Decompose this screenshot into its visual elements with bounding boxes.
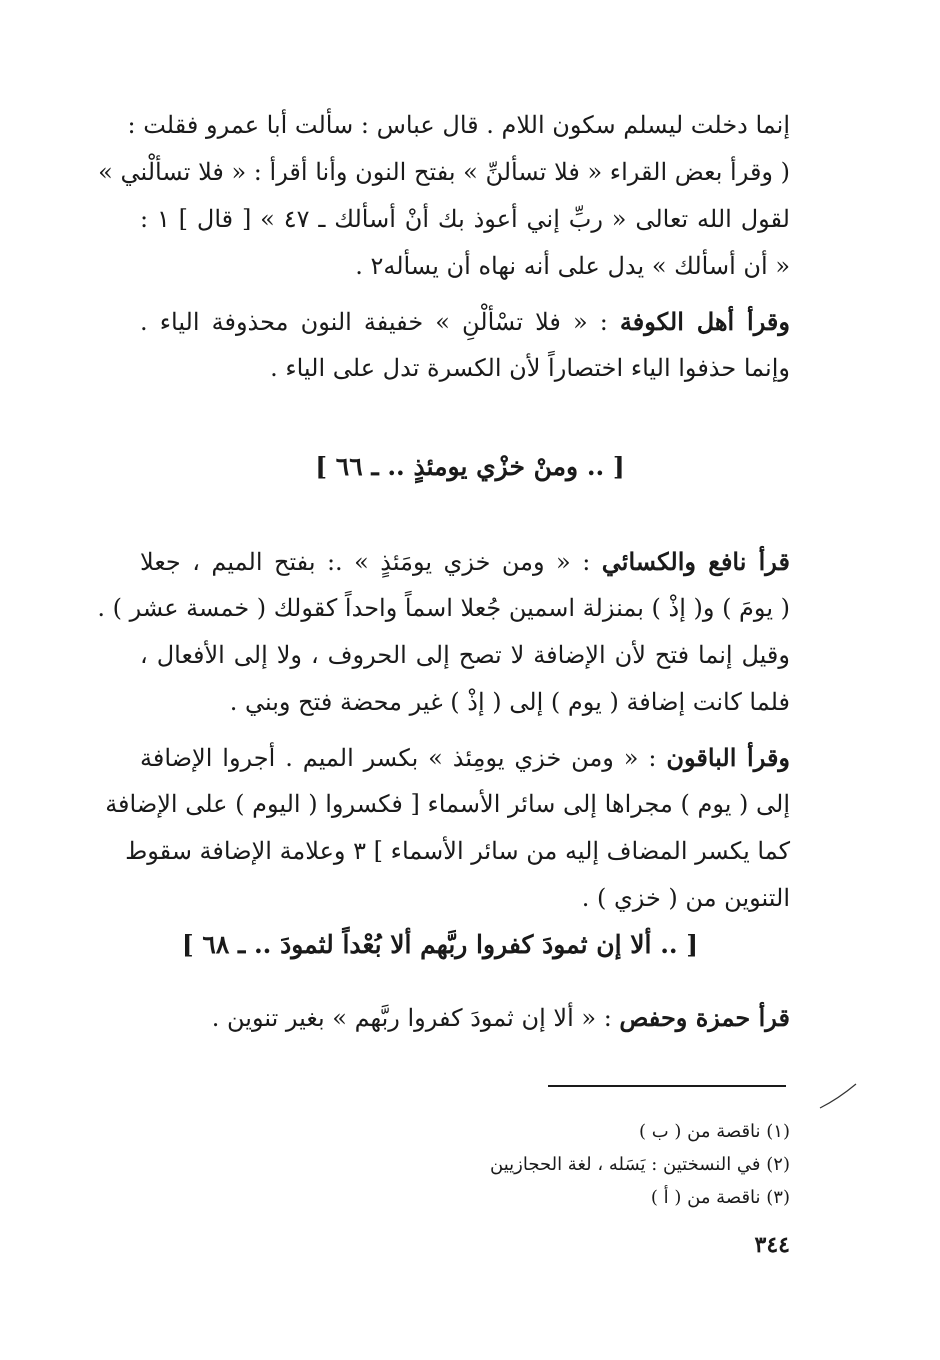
paragraph-1 [98,102,790,290]
text-line: إلى ( يوم ) مجراها إلى سائر الأسماء [ فكسروا ( اليوم ) على الإضافة [105,790,790,818]
footnote-separator [548,1085,786,1087]
paragraph-5 [140,994,790,1041]
margin-pen-stroke [818,1082,858,1112]
text-line [140,994,790,1041]
text-line: ( يومَ ) و( إذْ ) بمنزلة اسمين جُعلا اسماً واحداً كقولك ( خمسة عشر ) . [97,594,790,622]
footnote-1: (١) ناقصة من ( ب ) [638,1121,790,1142]
text-line: « أن أسألك » يدل على أنه نهاه أن يسأله٢ . [355,252,790,280]
text-line: كما يكسر المضاف إليه من سائر الأسماء ] ٣ وعلامة الإضافة سقوط [125,837,790,865]
text-run: : « ألا إن ثمودَ كفروا ربَّهم » بغير تنوين . [211,1004,620,1032]
reciter-name: وقرأ أهل الكوفة [619,307,790,336]
text-line [140,538,790,585]
reciter-name: قرأ حمزة وحفص [619,1003,790,1032]
text-run: : « ومن خزي يومَئذٍ » .: بفتح الميم ، جعلا [140,548,602,576]
page-number: ٣٤٤ [754,1232,790,1258]
paragraph-2 [140,298,790,392]
text-line: وإنما حذفوا الياء اختصاراً لأن الكسرة تدل على الياء . [270,354,790,382]
footnotes [370,1115,790,1214]
paragraph-3 [97,538,791,726]
text-line: إنما دخلت ليسلم سكون اللام . قال عباس : سألت أبا عمرو فقلت : [127,111,790,139]
text-line: فلما كانت إضافة ( يوم ) إلى ( إذْ ) غير محضة فتح وبني . [229,688,790,716]
text-run: : « فلا تسْألْنِ » خفيفة النون محذوفة الياء . [140,308,620,336]
paragraph-4 [105,734,791,922]
text-line: التنوين من ( خزي ) . [581,884,790,912]
reciter-name: وقرأ الباقون [666,743,791,772]
footnote-3: (٣) ناقصة من ( أ ) [650,1187,790,1208]
reciter-name: قرأ نافع والكسائي [601,547,791,576]
text-line: وقيل إنما فتح لأن الإضافة لا تصح إلى الحروف ، ولا إلى الأفعال ، [140,641,790,669]
verse-heading-66: [ .. ومنْ خزْي يومئذٍ .. ـ ٦٦ ] [315,452,625,481]
text-line [140,734,790,781]
footnote-2: (٢) في النسختين : يَسَله ، لغة الحجازيين [490,1154,790,1175]
text-line: ( وقرأ بعض القراء « فلا تسألنِّ » بفتح النون وأنا أقرأ : « فلا تسألْني » [98,158,790,186]
text-line: لقول الله تعالى « ربِّ إني أعوذ بك أنْ أسألك ـ ٤٧ » [ قال ] ١ : [140,205,790,233]
text-line [140,298,790,345]
text-run: : « ومن خزي يومِئذ » بكسر الميم . أجروا الإضافة [140,744,667,772]
verse-heading-68: [ .. ألا إن ثمودَ كفروا ربَّهم ألا بُعْداً لثمودَ .. ـ ٦٨ ] [181,930,699,959]
